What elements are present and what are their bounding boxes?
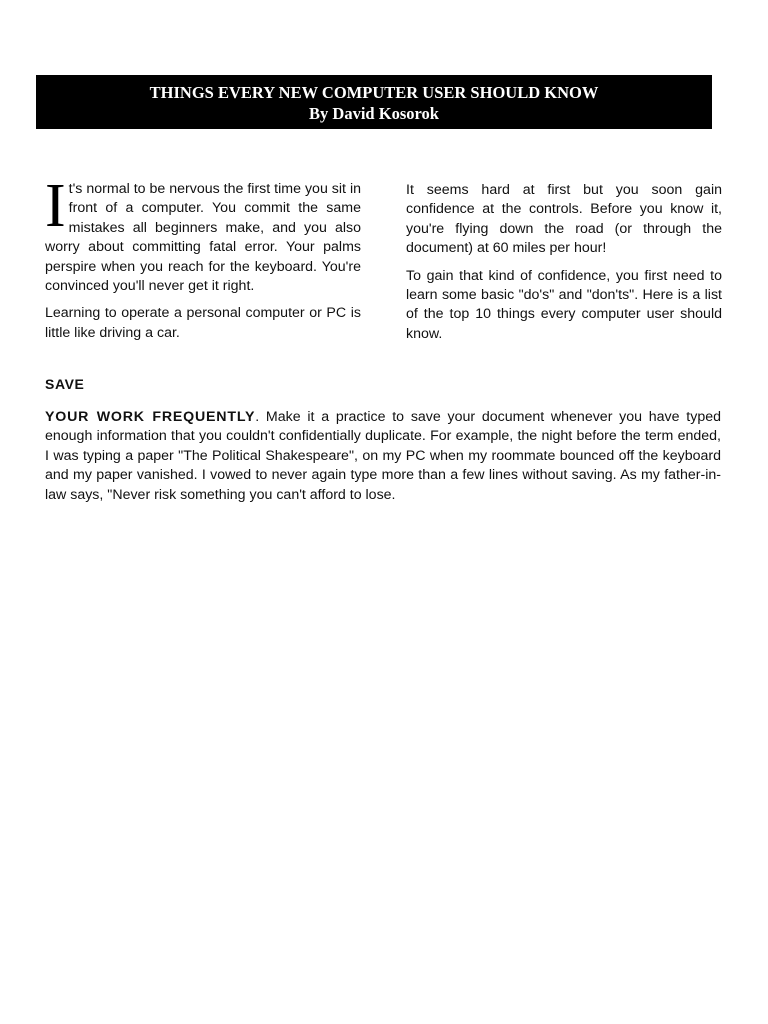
confidence-paragraph: It seems hard at first but you soon gain confidence at the controls. Before you know it, you're flying down the road (or through the document) at 60 miles per hour!	[406, 182, 722, 257]
title-banner	[36, 75, 712, 129]
save-section-paragraph	[45, 408, 721, 505]
section-heading: SAVE	[45, 376, 85, 392]
save-section-body: . Make it a practice to save your document whenever you have typed enough information that you couldn't confidentially duplicate. For example, the night before the term ended, I was typing a paper "The Political Shakespeare", on my PC when my roommate bounced off the keyboard and my paper vanished. I vowed to never again type more than a few lines without saving. As my father-in-law says, "Never risk something you can't afford to lose.	[45, 409, 721, 503]
intro-paragraph	[45, 172, 361, 296]
left-column	[45, 172, 361, 351]
page-title: THINGS EVERY NEW COMPUTER USER SHOULD KNOW	[149, 83, 599, 102]
intro-paragraph-text: t's normal to be nervous the first time you sit in front of a computer. You commit the same mistakes all beginners make, and you also worry about committing fatal error. Your palms perspire when you reach for the keyboard. You're convinced you'll never get it right.	[45, 181, 361, 295]
right-column	[406, 181, 722, 352]
top-ten-paragraph: To gain that kind of confidence, you first need to learn some basic "do's" and "don'ts". Here is a list of the top 10 things every computer user should know.	[406, 267, 722, 342]
drop-cap: I	[45, 172, 66, 240]
driving-paragraph: Learning to operate a personal computer or PC is little like driving a car.	[45, 305, 361, 341]
save-section-lead: YOUR WORK FREQUENTLY	[45, 409, 256, 425]
byline: By David Kosorok	[309, 104, 439, 123]
